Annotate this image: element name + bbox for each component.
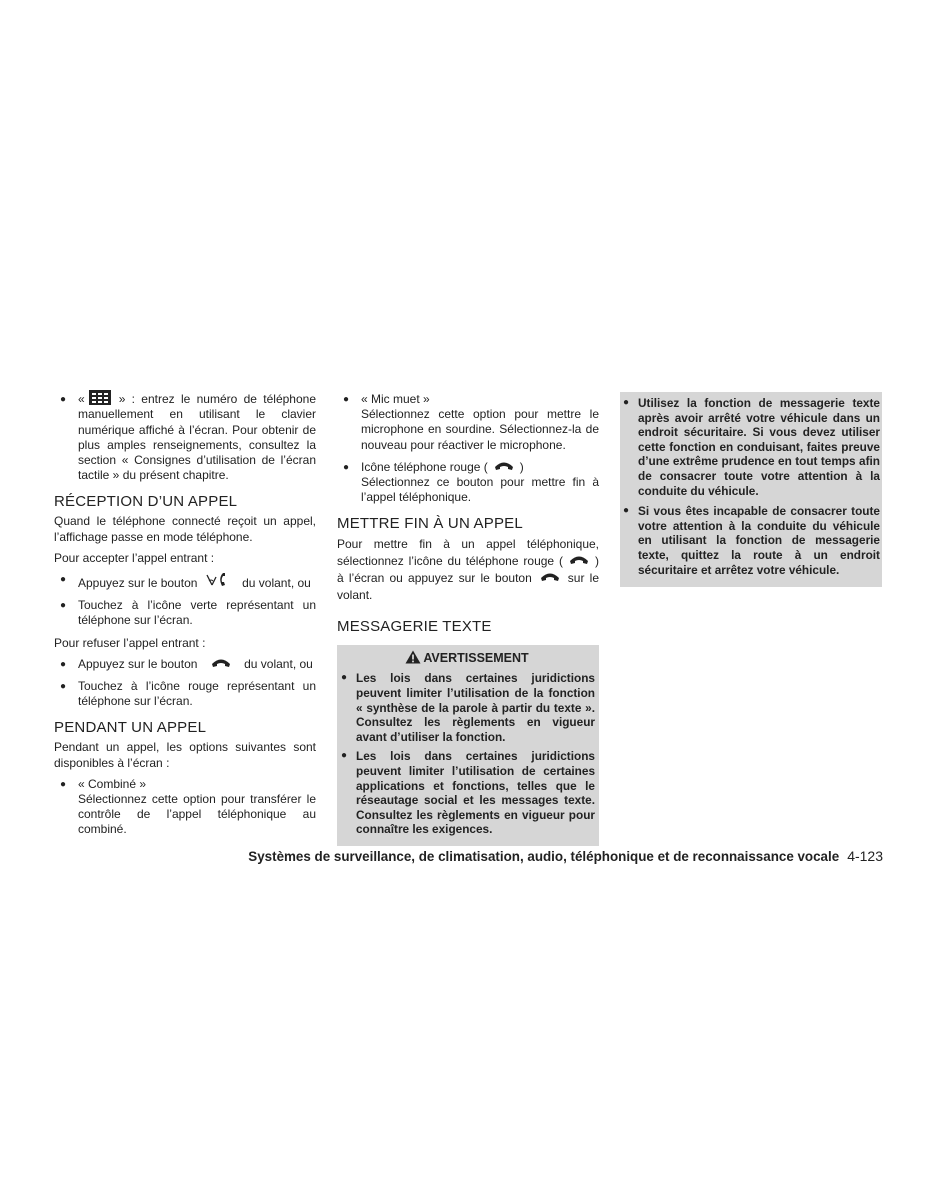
- warning-list: [339, 671, 595, 837]
- phone-voice-icon: [205, 572, 233, 588]
- option-title: [361, 460, 599, 475]
- refuse-step-text: Appuyez sur le bouton: [78, 656, 198, 671]
- caution-list: [620, 396, 880, 577]
- heading-during-call: PENDANT UN APPEL: [54, 719, 207, 737]
- accept-label: Pour accepter l’appel entrant :: [54, 550, 215, 565]
- column-right: [620, 392, 882, 587]
- keypad-description: » : entrez le numéro de téléphone manuellement en utilisant le clavier numérique affiché à l’écran. Pour obtenir de plus amples renseignements, consultez la section « Consignes d’utilisation de l’écran tactile » du présent chapitre.: [78, 392, 316, 483]
- list-item: ● Touchez à l’icône rouge représentant un téléphone sur l’écran.: [54, 679, 316, 709]
- keypad-list: [54, 392, 316, 483]
- during-list: [54, 777, 316, 838]
- list-item: ● Les lois dans certaines juridictions peuvent limiter l’utilisation de certaines applications et fonctions, telles que le réseautage social et les messages texte. Consultez les règlements en vigueur pour connaître les exigences.: [339, 749, 595, 837]
- heading-reception: RÉCEPTION D’UN APPEL: [54, 493, 238, 511]
- option-description: Sélectionnez cette option pour mettre le microphone en sourdine. Sélectionnez-la de nouveau pour réactiver le microphone.: [361, 407, 599, 452]
- open-quote: «: [78, 392, 85, 406]
- list-item: [54, 572, 316, 591]
- footer-section-title: Systèmes de surveillance, de climatisation, audio, téléphonique et de reconnaissance vocale: [248, 849, 840, 864]
- warning-box: [337, 645, 599, 846]
- accept-step-text: Appuyez sur le bouton: [78, 575, 198, 590]
- end-call-text-1: Pour mettre fin à un appel téléphonique, sélectionnez l’icône du téléphone rouge (: [337, 537, 599, 569]
- heading-end-call: METTRE FIN À UN APPEL: [337, 515, 523, 533]
- end-call-text-2: ) à l’écran ou appuyez sur le bouton: [337, 554, 599, 586]
- list-item: [54, 657, 316, 672]
- hang-up-phone-icon: [569, 555, 589, 565]
- list-item: [337, 392, 599, 453]
- accept-step-suffix: du volant, ou: [242, 575, 311, 590]
- hang-up-phone-icon: [494, 461, 514, 471]
- option-title-text: Icône téléphone rouge (: [361, 459, 488, 474]
- keypad-icon: [89, 390, 111, 405]
- reception-intro: Quand le téléphone connecté reçoit un appel, l’affichage passe en mode téléphone.: [54, 514, 316, 544]
- page-footer: [0, 848, 883, 864]
- list-item: ● Si vous êtes incapable de consacrer toute votre attention à la conduite du véhicule en utilisant la fonction de messagerie texte, quittez la route à un endroit sécuritaire et arrêtez votre véhicule.: [620, 504, 880, 577]
- warning-title: [339, 650, 595, 665]
- during-intro: Pendant un appel, les options suivantes sont disponibles à l’écran :: [54, 740, 316, 770]
- hang-up-phone-icon: [211, 658, 231, 668]
- option-title: ● « Mic muet »: [361, 392, 430, 406]
- list-item: [54, 777, 316, 838]
- warning-triangle-icon: [405, 650, 421, 664]
- column-middle: [337, 392, 599, 846]
- refuse-label: Pour refuser l’appel entrant :: [54, 635, 206, 650]
- end-call-text: [337, 536, 599, 604]
- list-item: ● Les lois dans certaines juridictions peuvent limiter l’utilisation de la fonction « synthèse de la parole à partir du texte ». Consultez les règlements en vigueur avant d’utiliser la fonction.: [339, 671, 595, 744]
- page-number: 4-123: [847, 848, 883, 864]
- refuse-list: [54, 657, 316, 710]
- list-item: [54, 392, 316, 483]
- list-item: [337, 460, 599, 506]
- option-description: Sélectionnez ce bouton pour mettre fin à l’appel téléphonique.: [361, 475, 599, 505]
- call-options-list: [337, 392, 599, 505]
- list-item: ● Utilisez la fonction de messagerie texte après avoir arrêté votre véhicule dans un endroit sécuritaire. Si vous devez utiliser cette fonction en conduisant, faites preuve d’une extrême prudence en tout temps afin de consacrer toute votre attention à la conduite du véhicule.: [620, 396, 880, 498]
- option-title: ● « Combiné »: [78, 776, 147, 791]
- warning-title-text: AVERTISSEMENT: [423, 651, 529, 666]
- accept-list: [54, 572, 316, 629]
- option-description: Sélectionnez cette option pour transférer le contrôle de l’appel téléphonique au combiné.: [78, 791, 316, 837]
- end-call-text-3: sur le volant.: [337, 571, 599, 603]
- column-left: [54, 392, 316, 845]
- option-title-suffix: ): [519, 459, 524, 474]
- list-item: ● Touchez à l’icône verte représentant un téléphone sur l’écran.: [54, 598, 316, 628]
- refuse-step-suffix: du volant, ou: [244, 656, 313, 671]
- caution-box: [620, 392, 882, 587]
- heading-texting: MESSAGERIE TEXTE: [337, 618, 492, 636]
- hang-up-phone-icon: [540, 572, 560, 582]
